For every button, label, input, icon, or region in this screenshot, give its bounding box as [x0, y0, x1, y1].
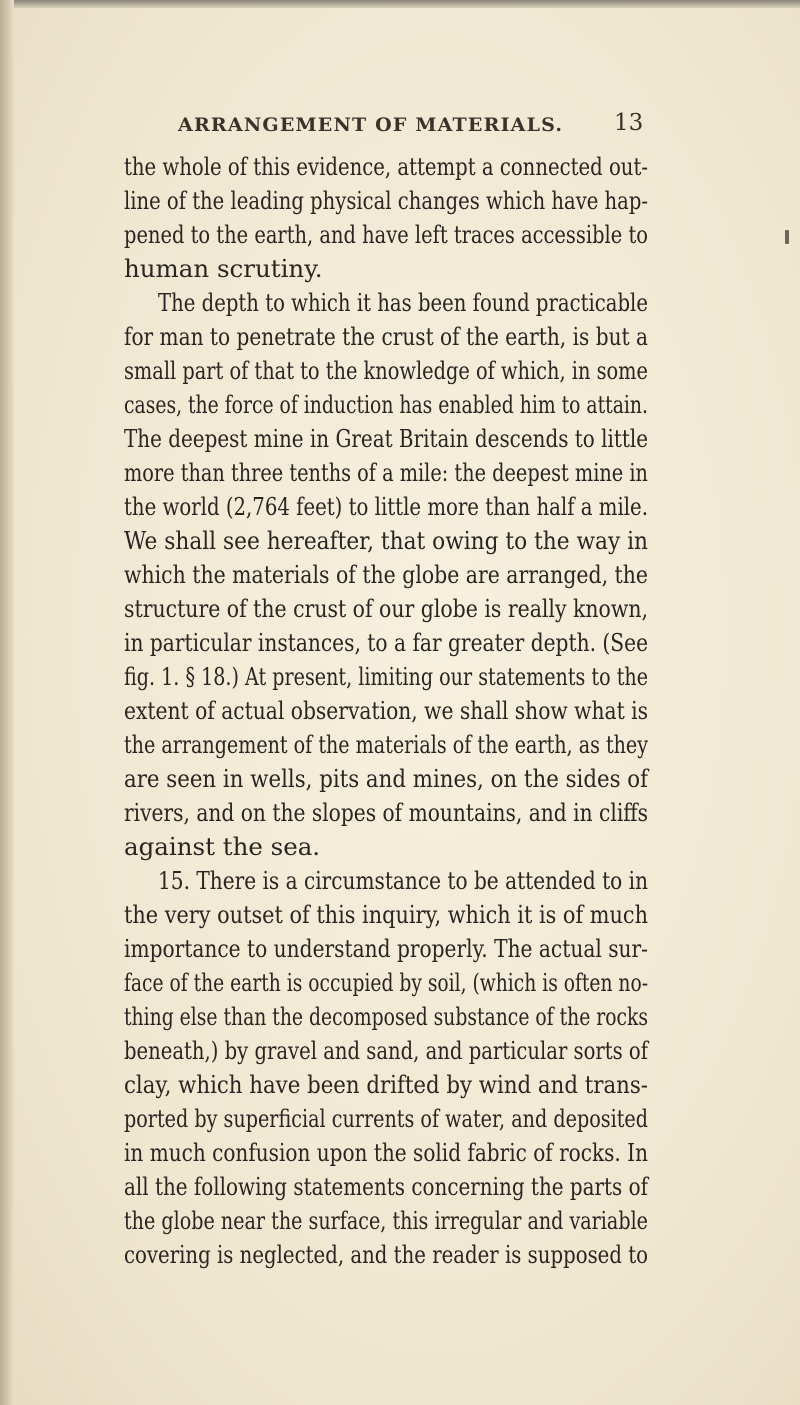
text-line: in much confusion upon the solid fabric of rocks. In	[124, 1138, 648, 1167]
text-line: more than three tenths of a mile: the deepest mine in	[124, 458, 648, 487]
text-line: fig. 1. § 18.) At present, limiting our statements to the	[124, 662, 649, 691]
text-line: The deepest mine in Great Britain descends to little	[124, 424, 649, 453]
text-line: covering is neglected, and the reader is supposed to	[124, 1240, 649, 1269]
text-line: line of the leading physical changes which have hap-	[124, 186, 648, 215]
text-line: against the sea.	[124, 832, 321, 861]
text-line: for man to penetrate the crust of the earth, is but a	[124, 322, 649, 351]
text-line: thing else than the decomposed substance of the rocks	[124, 1002, 649, 1031]
text-line: all the following statements concerning the parts of	[124, 1172, 648, 1201]
text-line: ported by superficial currents of water, and deposited	[124, 1104, 649, 1133]
text-line: the arrangement of the materials of the earth, as they	[124, 730, 649, 759]
text-line: pened to the earth, and have left traces accessible to	[124, 220, 648, 249]
text-line: The depth to which it has been found practicable	[158, 288, 648, 317]
text-line: which the materials of the globe are arranged, the	[124, 560, 648, 589]
text-line: structure of the crust of our globe is really known,	[124, 594, 648, 623]
text-line: importance to understand properly. The actual sur-	[124, 934, 649, 963]
text-line: extent of actual observation, we shall show what is	[124, 696, 649, 725]
text-line: clay, which have been drifted by wind and trans-	[124, 1070, 648, 1099]
text-line: beneath,) by gravel and sand, and particular sorts of	[124, 1036, 648, 1065]
text-line: are seen in wells, pits and mines, on the sides of	[124, 764, 649, 793]
running-head: ARRANGEMENT OF MATERIALS.	[178, 114, 564, 136]
text-line: We shall see hereafter, that owing to the way in	[124, 526, 648, 555]
text-line: the very outset of this inquiry, which it is of much	[124, 900, 649, 929]
text-line: in particular instances, to a far greater depth. (See	[124, 628, 649, 657]
text-line: face of the earth is occupied by soil, (which is often no-	[124, 968, 649, 997]
text-line: rivers, and on the slopes of mountains, and in cliffs	[124, 798, 648, 827]
text-line: small part of that to the knowledge of which, in some	[124, 356, 648, 385]
text-line: the globe near the surface, this irregular and variable	[124, 1206, 649, 1235]
page-number: 13	[614, 110, 644, 136]
text-line: human scrutiny.	[124, 254, 323, 283]
text-line: the whole of this evidence, attempt a connected out-	[124, 152, 648, 181]
text-line: cases, the force of induction has enabled him to attain.	[124, 390, 648, 419]
text-line: 15. There is a circumstance to be attended to in	[158, 866, 649, 895]
text-line: the world (2,764 feet) to little more than half a mile.	[124, 492, 648, 521]
